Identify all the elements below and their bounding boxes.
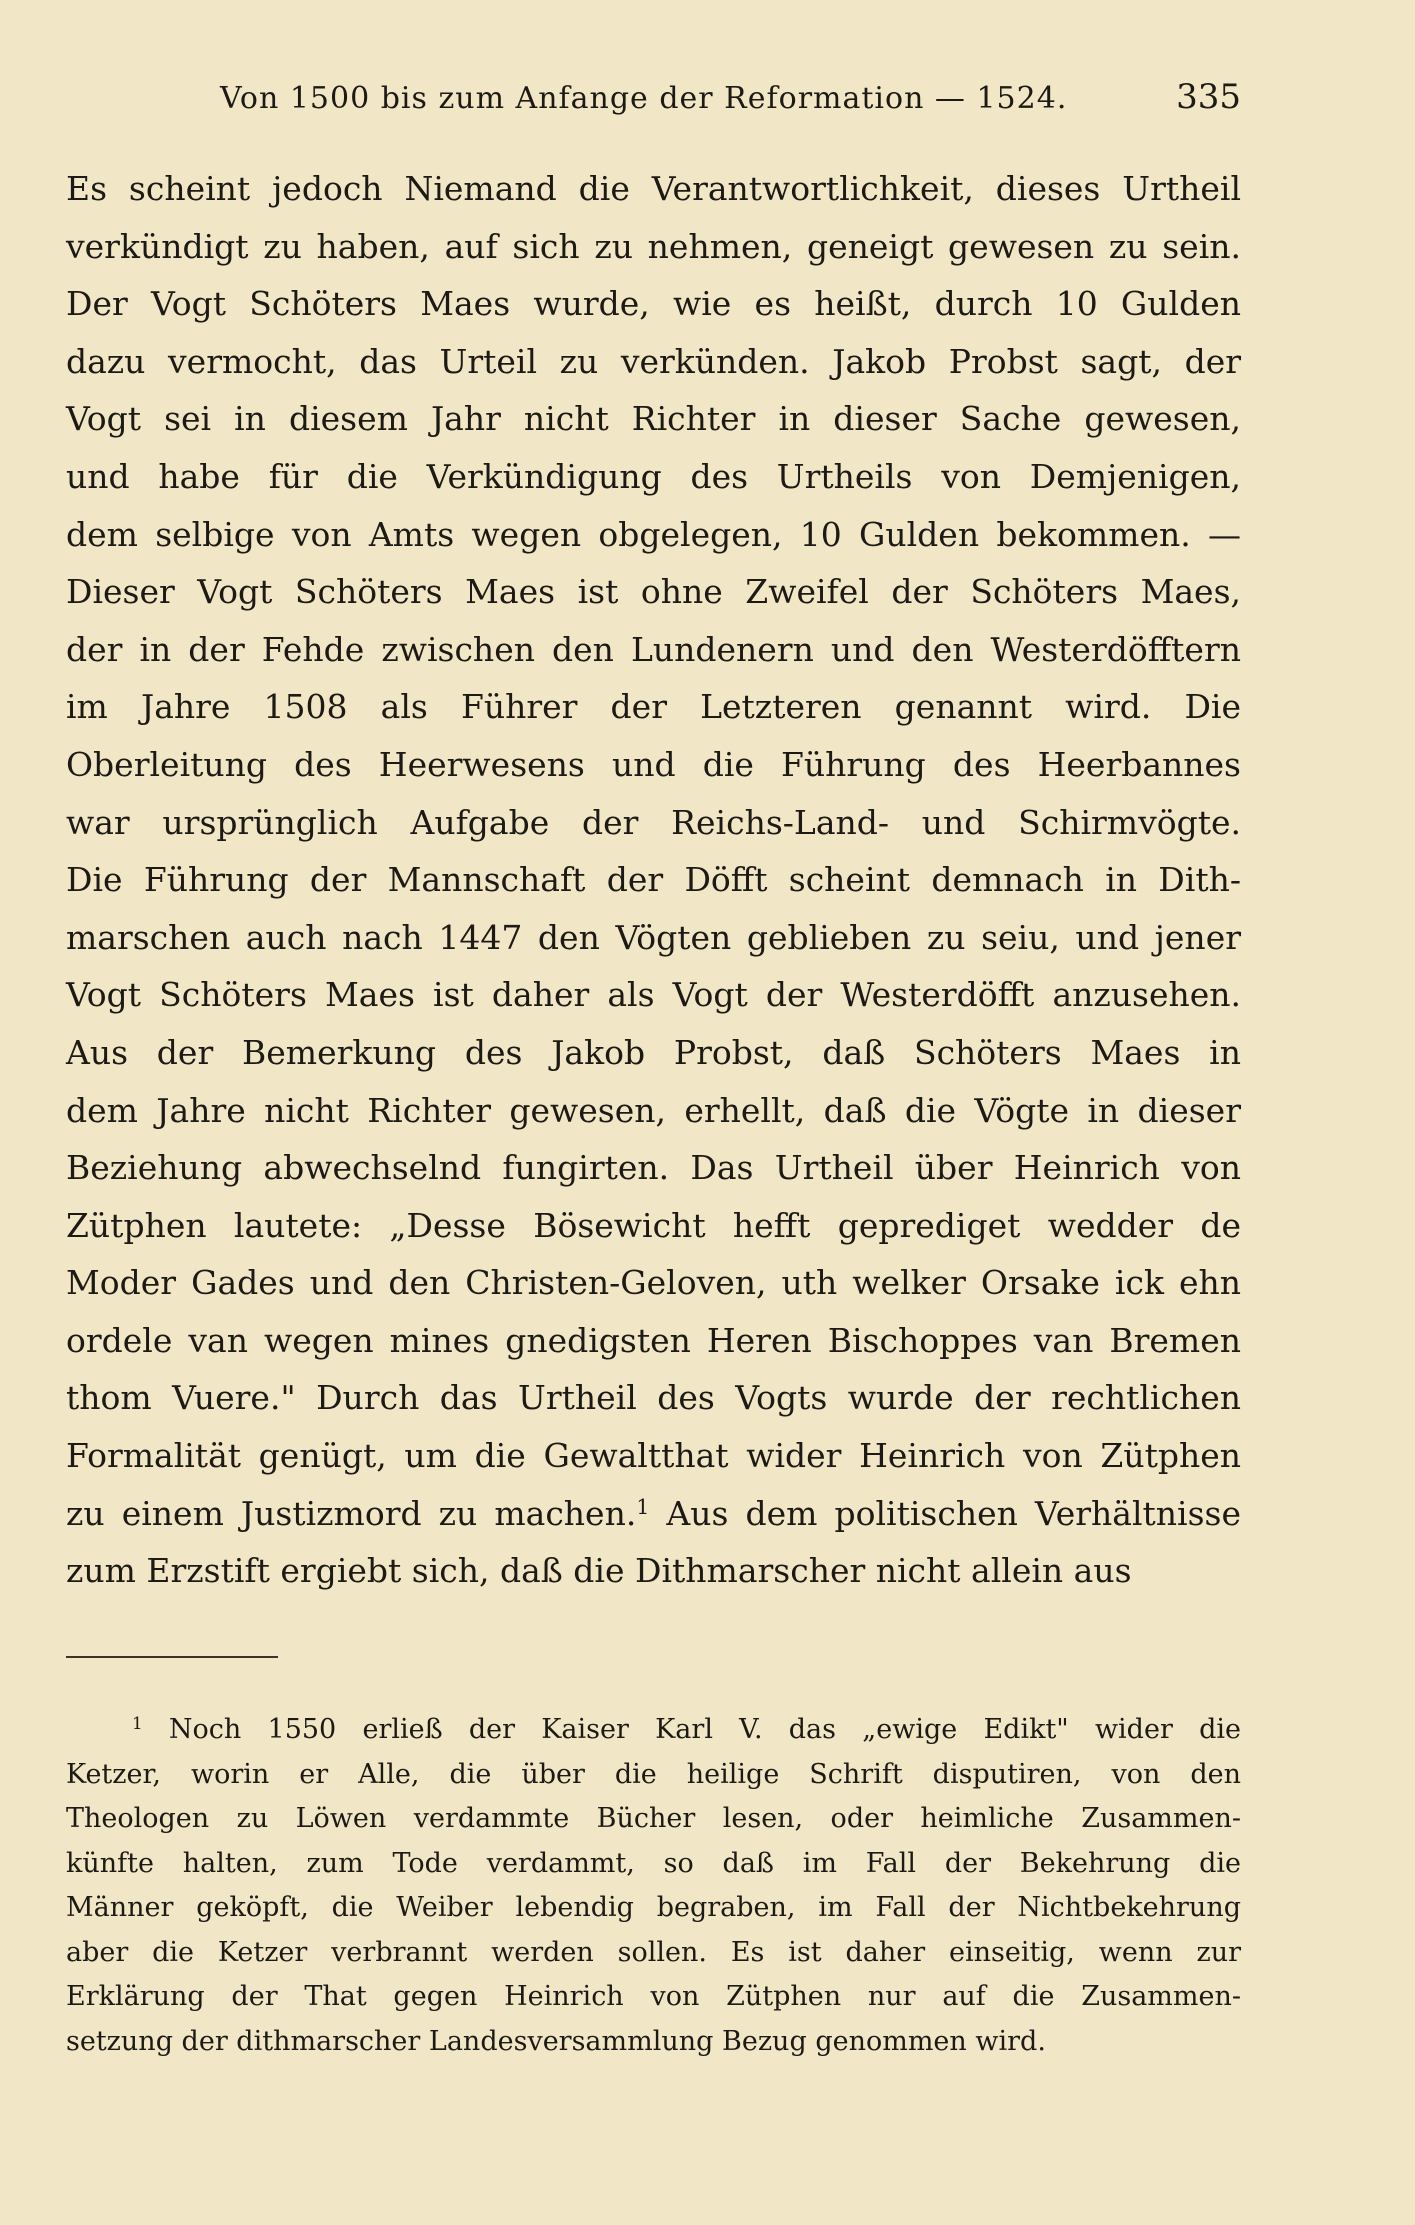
- text-line: Vogt Schöters Maes ist daher als Vogt der Westerdöfft anzusehen.: [66, 975, 1241, 1015]
- text-line: und habe für die Verkündigung des Urtheils von Demjenigen,: [66, 456, 1241, 496]
- footnote-line: Ketzer, worin er Alle, die über die heilige Schrift disputiren, von den: [66, 1758, 1241, 1790]
- footnote-line: Theologen zu Löwen verdammte Bücher lesen, oder heimliche Zusammen-: [66, 1803, 1241, 1834]
- page-header: [66, 75, 1241, 125]
- text-line: Vogt sei in diesem Jahr nicht Richter in dieser Sache gewesen,: [66, 399, 1241, 439]
- footnote-line: künfte halten, zum Tode verdammt, so daß im Fall der Bekehrung die: [66, 1847, 1241, 1879]
- text-line: Formalität genügt, um die Gewaltthat wider Heinrich von Zütphen: [66, 1436, 1241, 1476]
- text-line: war ursprünglich Aufgabe der Reichs-Land- und Schirmvögte.: [66, 802, 1241, 842]
- text-line: ordele van wegen mines gnedigsten Heren Bischoppes van Bremen: [66, 1320, 1241, 1360]
- text-line: verkündigt zu haben, auf sich zu nehmen, geneigt gewesen zu sein.: [66, 226, 1241, 266]
- text-line: der in der Fehde zwischen den Lundenern und den Westerdöfftern: [66, 629, 1241, 669]
- body-text: [66, 160, 1241, 1600]
- footnote-line: Männer geköpft, die Weiber lebendig begraben, im Fall der Nichtbekehrung: [66, 1892, 1241, 1923]
- text-line: zum Erzstift ergiebt sich, daß die Dithmarscher nicht allein aus: [66, 1551, 1132, 1591]
- text-line: thom Vuere." Durch das Urtheil des Vogts wurde der rechtlichen: [66, 1378, 1241, 1418]
- text-line: Moder Gades und den Christen-Geloven, uth welker Orsake ick ehn: [66, 1263, 1241, 1303]
- footnote-line: Erklärung der That gegen Heinrich von Zütphen nur auf die Zusammen-: [66, 1981, 1241, 2012]
- text-line: Zütphen lautete: „Desse Bösewicht hefft geprediget wedder de: [66, 1205, 1241, 1245]
- footnote-marker: 1: [132, 1712, 143, 1733]
- text-line: im Jahre 1508 als Führer der Letzteren genannt wird. Die: [66, 687, 1241, 727]
- text-line: Der Vogt Schöters Maes wurde, wie es heißt, durch 10 Gulden: [66, 284, 1241, 324]
- footnote-divider: [66, 1656, 278, 1658]
- footnote: [66, 1708, 1241, 2064]
- text-line: Oberleitung des Heerwesens und die Führung des Heerbannes: [66, 744, 1241, 784]
- footnote-text: Noch 1550 erließ der Kaiser Karl V. das „ewige Edikt" wider die: [168, 1714, 1241, 1745]
- text-line: Beziehung abwechselnd fungirten. Das Urtheil über Heinrich von: [66, 1148, 1241, 1188]
- footnote-line: [66, 1708, 1241, 1753]
- text-line: Aus der Bemerkung des Jakob Probst, daß Schöters Maes in: [66, 1032, 1241, 1072]
- text-line: dem Jahre nicht Richter gewesen, erhellt, daß die Vögte in dieser: [66, 1090, 1241, 1130]
- text-line: dazu vermocht, das Urteil zu verkünden. Jakob Probst sagt, der: [66, 341, 1241, 381]
- text-line: Die Führung der Mannschaft der Döfft scheint demnach in Dith-: [66, 860, 1241, 900]
- running-title: Von 1500 bis zum Anfange der Reformation — 1524.: [220, 81, 1068, 116]
- text-segment: Aus dem politischen Verhältnisse: [649, 1493, 1241, 1533]
- footnote-line: aber die Ketzer verbrannt werden sollen. Es ist daher einseitig, wenn zur: [66, 1936, 1241, 1968]
- text-line-with-footnote-ref: [66, 1485, 1241, 1543]
- text-line: Es scheint jedoch Niemand die Verantwortlichkeit, dieses Urtheil: [66, 169, 1241, 208]
- text-line: Dieser Vogt Schöters Maes ist ohne Zweifel der Schöters Maes,: [66, 572, 1241, 612]
- footnote-line: setzung der dithmarscher Landesversammlung Bezug genommen wird.: [66, 2025, 1046, 2057]
- text-line: dem selbige von Amts wegen obgelegen, 10 Gulden bekommen. —: [66, 514, 1241, 554]
- text-line: marschen auch nach 1447 den Vögten geblieben zu seiu, und jener: [66, 917, 1241, 957]
- page-number: 335: [1176, 77, 1241, 117]
- footnote-reference[interactable]: 1: [636, 1494, 650, 1519]
- text-segment: zu einem Justizmord zu machen.: [66, 1493, 637, 1533]
